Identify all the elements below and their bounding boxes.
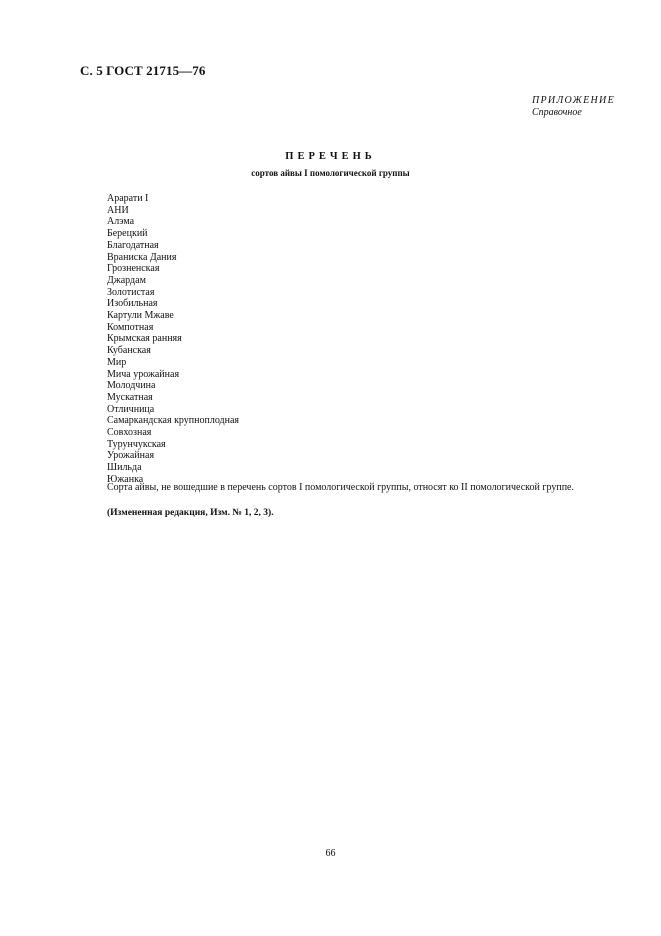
appendix-block: [532, 95, 615, 119]
document-subtitle: сортов айвы I помологической группы: [251, 168, 410, 178]
list-item: Джардам: [107, 274, 146, 286]
list-item: Арарати I: [107, 193, 149, 204]
list-item: Грозненская: [107, 263, 160, 275]
list-item: Берецкий: [107, 228, 148, 240]
list-item: Изобильная: [107, 298, 158, 310]
list-item: Урожайная: [107, 450, 155, 462]
list-item: Враниска Дания: [107, 251, 177, 263]
appendix-type: Справочное: [532, 107, 582, 118]
list-item: Мича урожайная: [107, 368, 180, 380]
list-item: Золотистая: [107, 286, 155, 298]
page-header: С. 5 ГОСТ 21715—76: [80, 63, 206, 78]
list-item: Самаркандская крупноплодная: [107, 415, 240, 427]
revision-note: (Измененная редакция, Изм. № 1, 2, 3).: [107, 508, 274, 518]
list-item: Южанка: [107, 473, 144, 485]
list-item: АНИ: [107, 204, 129, 216]
varieties-list: [107, 193, 239, 486]
list-item: Благодатная: [107, 239, 159, 251]
list-item: Крымская ранняя: [107, 333, 182, 345]
appendix-label: ПРИЛОЖЕНИЕ: [532, 95, 615, 106]
document-title: ПЕРЕЧЕНЬ: [285, 151, 376, 162]
list-item: Турунчукская: [107, 438, 166, 450]
list-item: Картули Мжаве: [107, 310, 174, 322]
list-item: Отличница: [107, 403, 155, 415]
list-item: Компотная: [107, 321, 154, 333]
list-item: Мускатная: [107, 391, 153, 403]
list-item: Мир: [107, 356, 127, 368]
list-item: Молодчина: [107, 380, 156, 392]
note-paragraph: Сорта айвы, не вошедшие в перечень сортов I помологической группы, относят ко II помологической группе.: [107, 482, 574, 493]
list-item: Кубанская: [107, 345, 151, 357]
page-number: 66: [325, 848, 336, 859]
list-item: Шильда: [107, 462, 142, 474]
list-item: Алэма: [107, 216, 135, 228]
list-item: Совхозная: [107, 427, 152, 439]
